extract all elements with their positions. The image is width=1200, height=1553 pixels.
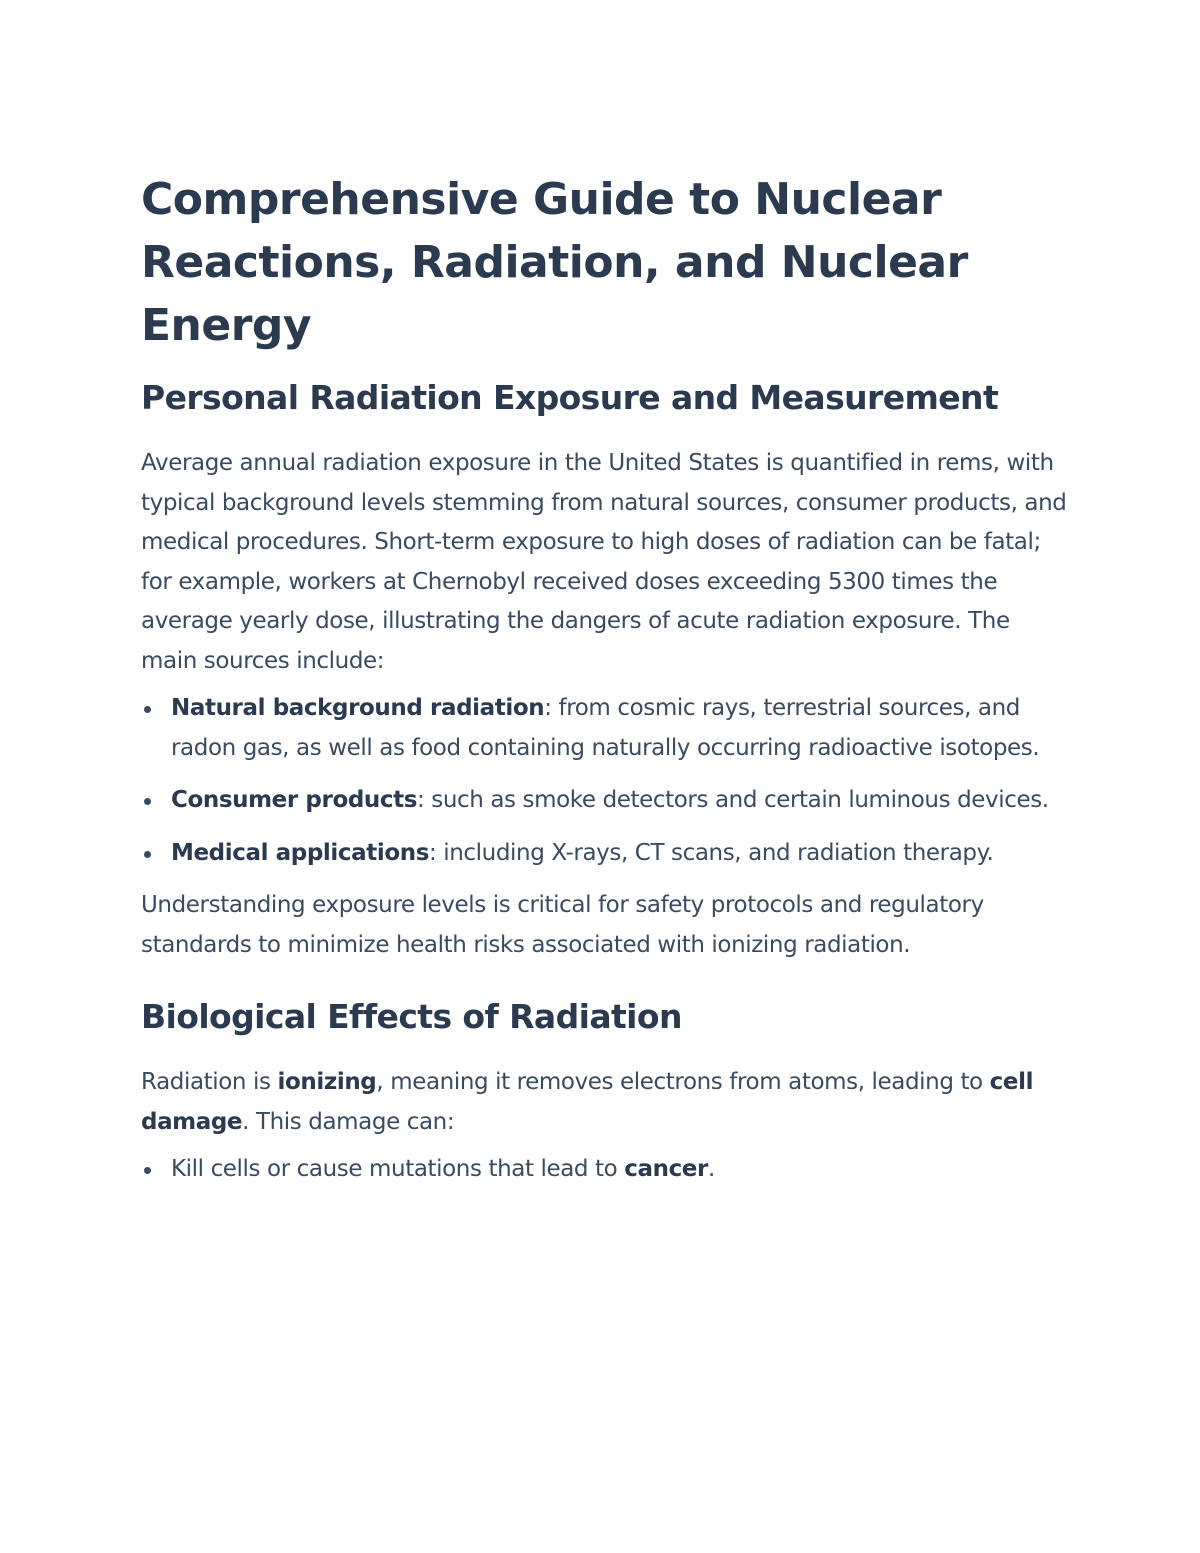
document-page — [141, 168, 1071, 1203]
section-heading-biological: Biological Effects of Radiation — [141, 997, 682, 1036]
intro-text: Radiation is — [141, 1069, 278, 1095]
list-item-text: : from cosmic rays, terrestrial sources, and radon gas, as well as food containing naturally occurring radioactive isotopes. — [171, 695, 1040, 761]
list-item-label: Consumer products — [171, 787, 417, 813]
list-item-text: : including X-rays, CT scans, and radiation therapy. — [429, 839, 994, 866]
intro-text: . This damage can: — [242, 1108, 455, 1135]
intro-text: , meaning it removes electrons from atoms, leading to — [376, 1069, 990, 1095]
section-intro-biological — [141, 1063, 1071, 1142]
list-item-label: Medical applications — [171, 839, 429, 866]
section-outro-exposure: Understanding exposure levels is critical for safety protocols and regulatory standards to minimize health risks associated with ionizing radiation. — [141, 892, 984, 958]
bullet-icon — [144, 1167, 151, 1174]
bullet-icon — [144, 851, 151, 858]
list-item — [141, 689, 1071, 768]
section-heading-exposure: Personal Radiation Exposure and Measurement — [141, 378, 999, 417]
list-item — [141, 781, 1071, 821]
document-title: Comprehensive Guide to Nuclear Reactions, Radiation, and Nuclear Energy — [141, 174, 968, 351]
exposure-sources-list — [141, 689, 1071, 873]
bullet-icon — [144, 706, 151, 713]
intro-emphasis-ionizing: ionizing — [277, 1069, 377, 1095]
list-item-emphasis: cancer — [624, 1156, 708, 1182]
bullet-icon — [144, 798, 151, 805]
list-item — [141, 834, 1071, 874]
biological-effects-list — [141, 1150, 1071, 1190]
list-item — [141, 1150, 1071, 1190]
list-item-tail: . — [707, 1156, 715, 1182]
list-item-label: Natural background radiation — [171, 695, 545, 721]
intro-emphasis-cell-damage: cell damage — [141, 1069, 1034, 1135]
list-item-text: : such as smoke detectors and certain luminous devices. — [417, 787, 1049, 813]
list-item-text: Kill cells or cause mutations that lead to — [171, 1156, 625, 1182]
section-intro-exposure: Average annual radiation exposure in the United States is quantified in rems, with typical background levels stemming from natural sources, consumer products, and medical procedures. Short-term exposure to high doses of radiation can be fatal; for example, workers at Chernobyl received doses exceeding 5300 times the average yearly dose, illustrating the dangers of acute radiation exposure. The main sources include: — [141, 450, 1067, 674]
